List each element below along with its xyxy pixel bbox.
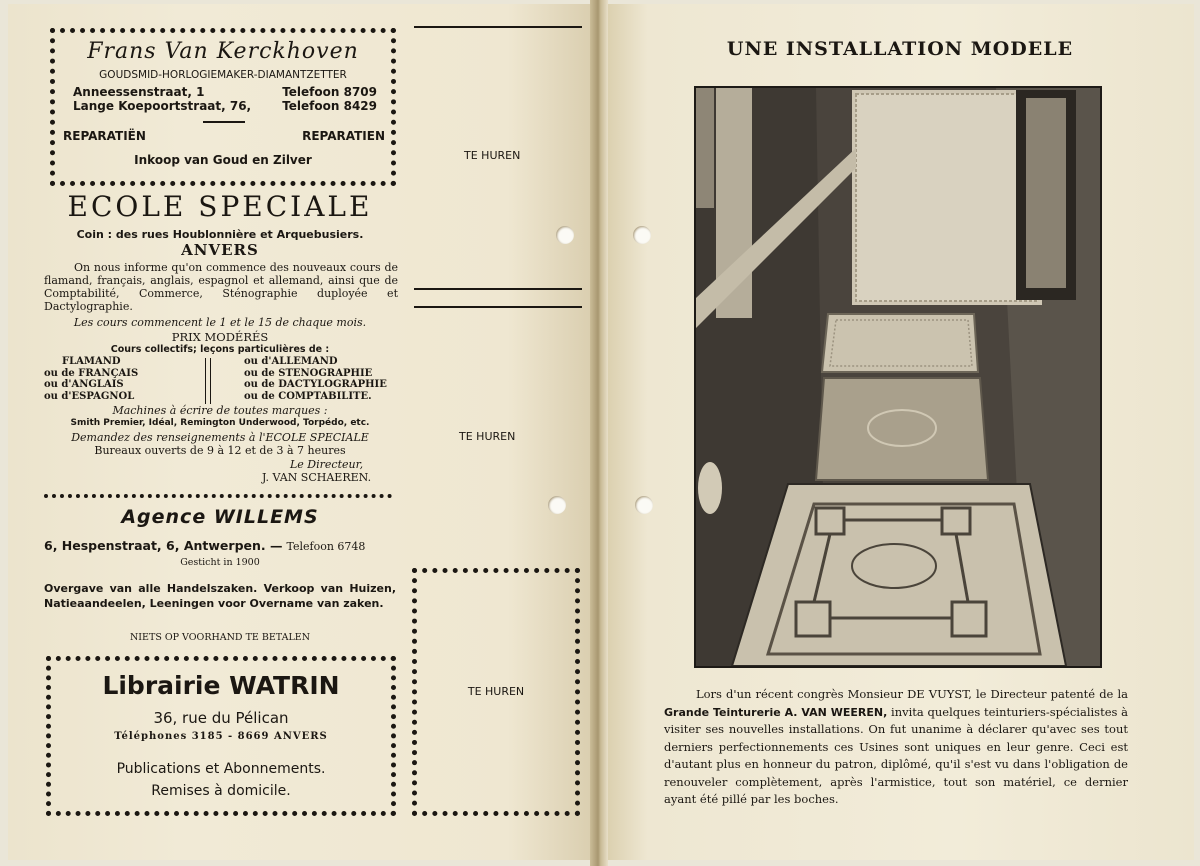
- repair-right: REPARATIEN: [302, 129, 385, 143]
- ecole-machines: Machines à écrire de toutes marques :: [112, 404, 328, 417]
- punch-hole: [635, 496, 653, 514]
- punch-hole: [556, 226, 574, 244]
- ecole-intro: On nous informe qu'on commence des nouveaux cours de flamand, français, anglais, espagnol et allemand, ainsi que de Comptabilité, Commerce, Sténographie duployée et Dactylographie.: [44, 261, 398, 313]
- ecole-title: ECOLE SPECIALE: [67, 190, 373, 223]
- ecole-city: ANVERS: [181, 241, 259, 259]
- divider: [414, 306, 582, 308]
- ecole-director-name: J. VAN SCHAEREN.: [262, 471, 372, 484]
- divider: [414, 26, 582, 28]
- willems-address: 6, Hespenstraat, 6, Antwerpen. —: [44, 538, 283, 553]
- te-huren-1: TE HUREN: [464, 149, 521, 162]
- ecole-directeur: Le Directeur,: [290, 458, 364, 471]
- article-text-2: invita quelques teinturiers-spécialistes à visiter ses nouvelles installations. On fut unanime à déclarer qu'avec ses tout derniers perfectionnements ces Usines sont uniques en leur genre. Ceci est d'autant plus en honneur du patron, diplômé, qu'il s'est vu dans l'obligation de renouveler complètement, après l'armistice, tout son matériel, ce dernier ayant été pillé par les boches.: [664, 704, 1128, 806]
- watrin-address: 36, rue du Pélican: [153, 709, 289, 727]
- watrin-line1: Publications et Abonnements.: [116, 761, 326, 777]
- article-title: UNE INSTALLATION MODELE: [726, 38, 1074, 60]
- watrin-ad: [46, 656, 396, 816]
- willems-title: Agence WILLEMS: [121, 506, 319, 528]
- page-fold: [590, 0, 608, 866]
- divider: [414, 288, 582, 290]
- ecole-collectifs: Cours collectifs; leçons particulières de :: [110, 344, 330, 355]
- installation-photo-graphic: [696, 88, 1100, 666]
- watrin-title: Librairie WATRIN: [102, 671, 340, 700]
- address-1: Anneessenstraat, 1: [73, 85, 205, 99]
- installation-photo: [694, 86, 1102, 668]
- willems-founded: Gesticht in 1900: [180, 557, 260, 568]
- phone-2: Telefoon 8429: [282, 99, 377, 113]
- vankerckhoven-name: Frans Van Kerckhoven: [87, 39, 359, 64]
- course-item: ou d'ALLEMAND: [244, 356, 338, 367]
- course-item: ou d'ESPAGNOL: [44, 390, 135, 402]
- repair-left: REPARATIËN: [63, 129, 146, 143]
- ecole-left-list: [44, 356, 204, 402]
- watrin-phones: Téléphones 3185 - 8669 ANVERS: [114, 731, 328, 742]
- article-company: Grande Teinturerie A. VAN WEEREN,: [664, 705, 888, 719]
- watrin-line2: Remises à domicile.: [151, 783, 291, 799]
- address-2: Lange Koepoortstraat, 76,: [73, 99, 252, 113]
- course-item: ou de DACTYLOGRAPHIE: [244, 379, 387, 390]
- punch-hole: [633, 226, 651, 244]
- gold-line: Inkoop van Goud en Zilver: [134, 153, 312, 167]
- course-item: ou d'ANGLAIS: [44, 379, 124, 390]
- ecole-brands: Smith Premier, Idéal, Remington Underwood, Torpédo, etc.: [70, 418, 370, 428]
- willems-ad: [40, 506, 400, 646]
- ecole-prix: PRIX MODÉRÉS: [171, 330, 269, 344]
- vankerckhoven-ad: [50, 28, 396, 186]
- ecole-bureaux: Bureaux ouverts de 9 à 12 et de 3 à 7 heures: [94, 444, 346, 457]
- willems-body: Overgave van alle Handelszaken. Verkoop van Huizen, Natieaandeelen, Leeningen voor Overname van zaken.: [44, 582, 396, 610]
- divider: [44, 494, 392, 498]
- course-item: ou de COMPTABILITE.: [244, 390, 372, 402]
- punch-hole: [548, 496, 566, 514]
- ecole-cours: Les cours commencent le 1 et le 15 de chaque mois.: [73, 316, 367, 329]
- article-body: [664, 686, 1128, 809]
- course-item: FLAMAND: [62, 356, 121, 367]
- course-item: ou de STENOGRAPHIE: [244, 367, 373, 379]
- ecole-right-list: [244, 356, 404, 402]
- list-separator: [205, 358, 211, 404]
- willems-phone: Telefoon 6748: [286, 540, 366, 553]
- te-huren-box: [412, 568, 580, 816]
- divider: [203, 121, 245, 123]
- ecole-ad: [40, 190, 400, 490]
- willems-address-line: [44, 538, 365, 553]
- te-huren-2: TE HUREN: [459, 430, 516, 443]
- ecole-corner: Coin : des rues Houblonnière et Arquebusiers.: [76, 228, 364, 241]
- course-item: ou de FRANÇAIS: [44, 367, 139, 379]
- vankerckhoven-subtitle: GOUDSMID-HORLOGIEMAKER-DIAMANTZETTER: [99, 69, 347, 81]
- phone-1: Telefoon 8709: [282, 85, 377, 99]
- article-text-1: Lors d'un récent congrès Monsieur DE VUYST, le Directeur patenté de la: [696, 687, 1128, 701]
- te-huren-3: TE HUREN: [467, 685, 525, 698]
- willems-footer: NIETS OP VOORHAND TE BETALEN: [129, 632, 311, 643]
- ecole-demandez: Demandez des renseignements à l'ECOLE SPECIALE: [71, 431, 369, 444]
